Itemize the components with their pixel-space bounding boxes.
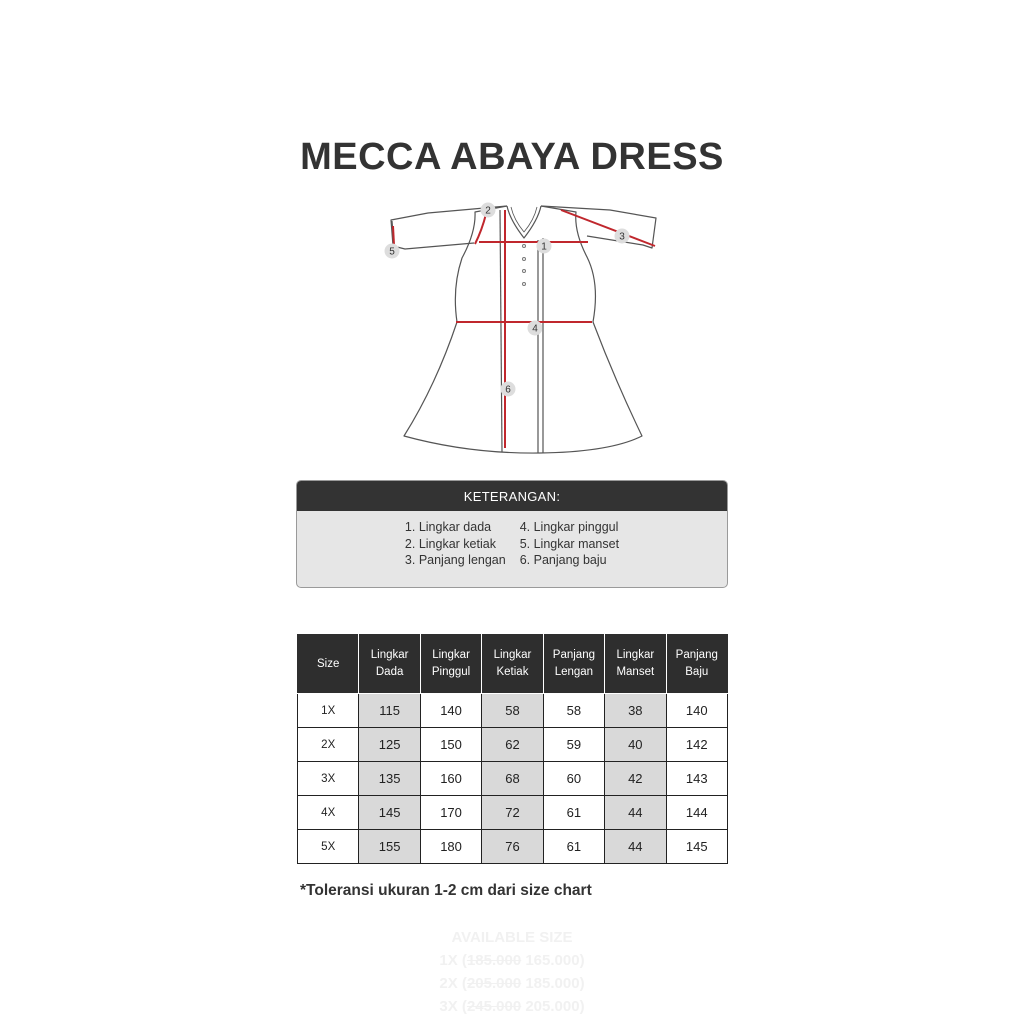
tolerance-note: *Toleransi ukuran 1-2 cm dari size chart [300, 882, 592, 899]
table-cell: 140 [666, 694, 727, 728]
page-title: MECCA ABAYA DRESS [300, 136, 724, 178]
header-lingkar-pinggul: Lingkar Pinggul [420, 635, 481, 694]
measure-lines [393, 210, 655, 448]
table-cell: 60 [543, 762, 604, 796]
table-cell: 145 [666, 830, 727, 864]
table-cell: 142 [666, 728, 727, 762]
header-panjang-lengan: Panjang Lengan [543, 635, 604, 694]
table-cell: 170 [420, 796, 481, 830]
table-cell: 68 [482, 762, 543, 796]
table-cell: 44 [605, 796, 666, 830]
table-cell: 125 [359, 728, 420, 762]
table-cell: 145 [359, 796, 420, 830]
table-cell: 143 [666, 762, 727, 796]
legend-item: 6. Panjang baju [519, 553, 607, 567]
table-cell: 150 [420, 728, 481, 762]
svg-text:2: 2 [485, 205, 491, 217]
legend-item: 5. Lingkar manset [519, 536, 620, 551]
table-cell: 135 [359, 762, 420, 796]
table-cell: 62 [482, 728, 543, 762]
table-cell: 58 [543, 694, 604, 728]
table-cell: 1X [298, 694, 359, 728]
table-cell: 2X [298, 728, 359, 762]
header-lingkar-dada: Lingkar Dada [359, 635, 420, 694]
header-size: Size [298, 635, 359, 694]
legend-heading: KETERANGAN: [297, 481, 727, 511]
legend-column-2 [520, 519, 619, 569]
table-cell: 59 [543, 728, 604, 762]
table-cell: 72 [482, 796, 543, 830]
table-cell: 61 [543, 796, 604, 830]
available-size-heading: AVAILABLE SIZE [451, 929, 573, 946]
legend-item: 2. Lingkar ketiak [404, 536, 496, 551]
legend-box [296, 480, 728, 588]
table-cell: 5X [298, 830, 359, 864]
svg-text:5: 5 [389, 246, 395, 258]
table-cell: 40 [605, 728, 666, 762]
svg-text:6: 6 [505, 384, 511, 396]
legend-item: 1. Lingkar dada [404, 520, 492, 534]
table-row [298, 694, 728, 728]
svg-text:1: 1 [541, 241, 547, 253]
available-size-watermark [0, 926, 1024, 1018]
table-cell: 115 [359, 694, 420, 728]
header-lingkar-manset: Lingkar Manset [605, 635, 666, 694]
table-cell: 4X [298, 796, 359, 830]
legend-column-1 [405, 519, 506, 569]
dress-diagram [380, 196, 670, 458]
table-cell: 38 [605, 694, 666, 728]
price-line: 1X (185.000 165.000) [439, 952, 585, 969]
table-cell: 61 [543, 830, 604, 864]
price-line: 2X (205.000 185.000) [439, 975, 585, 992]
table-cell: 155 [359, 830, 420, 864]
price-line: 3X (245.000 205.000) [439, 998, 585, 1015]
table-cell: 144 [666, 796, 727, 830]
size-table [297, 634, 728, 864]
legend-item: 4. Lingkar pinggul [519, 520, 619, 534]
header-panjang-baju: Panjang Baju [666, 635, 727, 694]
table-cell: 76 [482, 830, 543, 864]
svg-text:4: 4 [532, 323, 538, 335]
svg-text:3: 3 [619, 231, 625, 243]
table-row [298, 728, 728, 762]
legend-item: 3. Panjang lengan [404, 553, 506, 567]
table-cell: 140 [420, 694, 481, 728]
table-row [298, 762, 728, 796]
table-row [298, 796, 728, 830]
table-cell: 180 [420, 830, 481, 864]
header-lingkar-ketiak: Lingkar Ketiak [482, 635, 543, 694]
table-cell: 42 [605, 762, 666, 796]
table-cell: 160 [420, 762, 481, 796]
table-cell: 58 [482, 694, 543, 728]
table-header-row [298, 635, 728, 694]
dress-outline [404, 206, 642, 453]
table-cell: 3X [298, 762, 359, 796]
table-row [298, 830, 728, 864]
table-cell: 44 [605, 830, 666, 864]
